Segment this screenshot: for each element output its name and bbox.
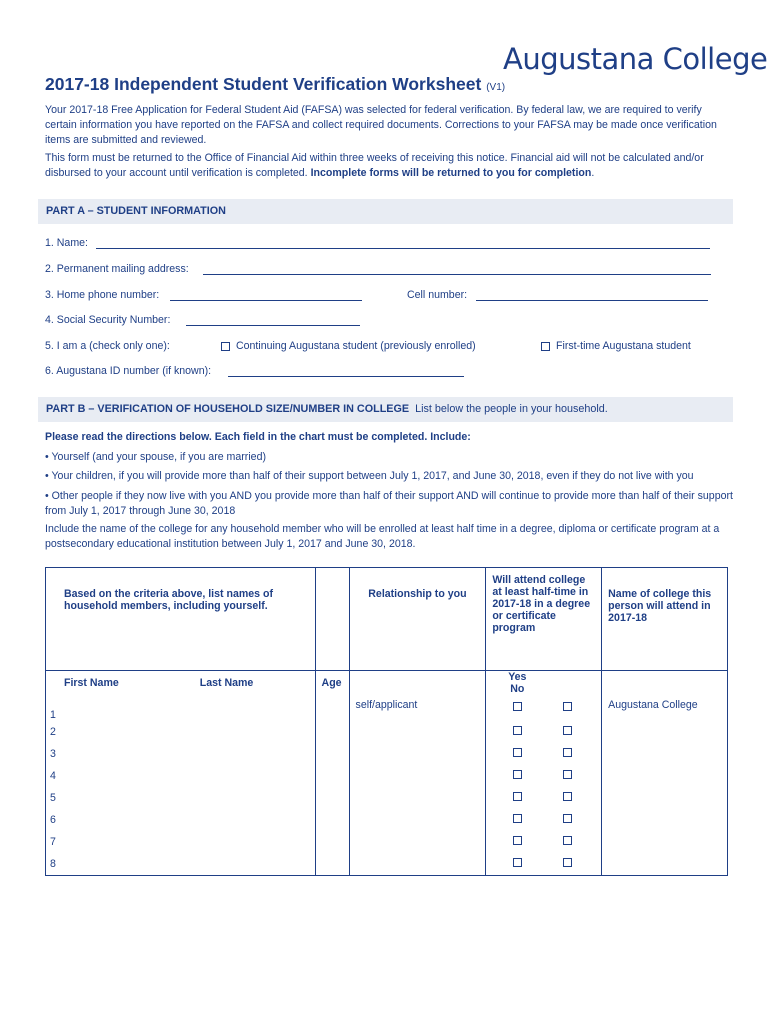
no-checkbox[interactable] [563, 814, 572, 823]
yes-checkbox[interactable] [513, 770, 522, 779]
row-number: 3 [46, 743, 316, 765]
relationship-cell[interactable] [349, 743, 486, 765]
no-checkbox[interactable] [563, 748, 572, 757]
yes-checkbox[interactable] [513, 748, 522, 757]
college-cell[interactable] [602, 853, 728, 876]
row-number: 4 [46, 765, 316, 787]
table-row [46, 853, 728, 876]
row-number: 2 [46, 721, 316, 743]
age-cell[interactable] [315, 743, 349, 765]
attend-cell [486, 743, 602, 765]
col-names [46, 671, 316, 696]
header-college: Name of college this person will attend in 2017-18 [602, 568, 728, 671]
college-cell[interactable] [602, 787, 728, 809]
col-no: No [510, 683, 525, 695]
household-table [45, 567, 728, 876]
home-phone-input[interactable] [170, 300, 362, 301]
table-row [46, 695, 728, 721]
attend-cell [486, 695, 602, 721]
intro-2-bold: Incomplete forms will be returned to you for completion [310, 167, 592, 179]
row-number: 7 [46, 831, 316, 853]
col-first-name: First Name [64, 677, 119, 689]
cell-phone-input[interactable] [476, 300, 708, 301]
col-college-blank [602, 671, 728, 696]
part-b-suffix: List below the people in your household. [415, 403, 608, 415]
no-checkbox[interactable] [563, 836, 572, 845]
row-number: 1 [46, 695, 316, 721]
college-cell[interactable] [602, 831, 728, 853]
status-label: 5. I am a (check only one): [45, 340, 170, 352]
attend-cell [486, 853, 602, 876]
relationship-cell[interactable] [349, 721, 486, 743]
augustana-id-input[interactable] [228, 376, 464, 377]
title-text: 2017-18 Independent Student Verification Worksheet [45, 74, 482, 94]
attend-cell [486, 809, 602, 831]
intro-2-end: . [591, 167, 595, 179]
directions-text: Please read the directions below. Each field in the chart must be completed. Include: [45, 431, 471, 443]
cell-phone-label: Cell number: [407, 289, 468, 301]
augustana-logo: Augustana College [503, 42, 768, 76]
part-b-header [38, 397, 733, 422]
address-label: 2. Permanent mailing address: [45, 263, 189, 275]
row-number: 5 [46, 787, 316, 809]
age-cell[interactable] [315, 695, 349, 721]
ssn-input[interactable] [186, 325, 360, 326]
name-label: 1. Name: [45, 237, 88, 249]
attend-cell [486, 721, 602, 743]
intro-2-text: This form must be returned to the Office of Financial Aid within three weeks of receiving this notice. Financial aid will not be calculated and/or disbursed to your account until verification is completed. [45, 152, 704, 179]
age-cell[interactable] [315, 853, 349, 876]
relationship-cell[interactable]: self/applicant [349, 695, 486, 721]
header-attend: Will attend college at least half-time in 2017-18 in a degree or certificate program [486, 568, 602, 671]
include-note: Include the name of the college for any household member who will be enrolled at least half time in a degree, diploma or certificate program at a postsecondary educational institution between July 1, 2017 and June 30, 2018. [45, 523, 720, 550]
part-a-header [38, 199, 733, 224]
no-checkbox[interactable] [563, 726, 572, 735]
row-number: 8 [46, 853, 316, 876]
bullet-item: • Your children, if you will provide more than half of their support between July 1, 2017, and June 30, 2018, even if they do not live with you [45, 470, 694, 482]
header-relationship: Relationship to you [349, 568, 486, 671]
yes-checkbox[interactable] [513, 858, 522, 867]
col-age: Age [315, 671, 349, 696]
col-yes-no [486, 671, 602, 696]
table-row [46, 787, 728, 809]
checkbox-icon[interactable] [541, 342, 550, 351]
relationship-cell[interactable] [349, 809, 486, 831]
no-checkbox[interactable] [563, 770, 572, 779]
attend-cell [486, 765, 602, 787]
college-cell[interactable] [602, 765, 728, 787]
col-yes: Yes [508, 671, 527, 683]
table-row [46, 831, 728, 853]
header-members: Based on the criteria above, list names of household members, including yourself. [46, 568, 316, 671]
no-checkbox[interactable] [563, 858, 572, 867]
table-row [46, 743, 728, 765]
relationship-cell[interactable] [349, 853, 486, 876]
checkbox-icon[interactable] [221, 342, 230, 351]
age-cell[interactable] [315, 721, 349, 743]
age-cell[interactable] [315, 787, 349, 809]
part-b-label: PART B – VERIFICATION OF HOUSEHOLD SIZE/NUMBER IN COLLEGE [46, 403, 410, 415]
yes-checkbox[interactable] [513, 726, 522, 735]
yes-checkbox[interactable] [513, 702, 522, 711]
yes-checkbox[interactable] [513, 836, 522, 845]
age-cell[interactable] [315, 831, 349, 853]
college-cell[interactable]: Augustana College [602, 695, 728, 721]
version-label: (V1) [486, 82, 506, 93]
option-continuing-label: Continuing Augustana student (previously enrolled) [236, 340, 476, 352]
table-row [46, 809, 728, 831]
row-number: 6 [46, 809, 316, 831]
option-first-time[interactable] [541, 340, 691, 352]
option-continuing[interactable] [221, 340, 476, 352]
header-age-blank [315, 568, 349, 671]
age-cell[interactable] [315, 809, 349, 831]
option-first-time-label: First-time Augustana student [556, 340, 691, 352]
age-cell[interactable] [315, 765, 349, 787]
attend-cell [486, 831, 602, 853]
college-cell[interactable] [602, 721, 728, 743]
college-cell[interactable] [602, 743, 728, 765]
intro-paragraph-2 [45, 151, 735, 181]
intro-paragraph-1: Your 2017-18 Free Application for Federal Student Aid (FAFSA) was selected for federal verification. By federal law, we are required to verify certain information you have reported on the FAFSA and collect required documents. Corrections to your FAFSA may be made once verification items are submitted and reviewed. [45, 104, 717, 146]
table-row [46, 721, 728, 743]
table-row [46, 765, 728, 787]
no-checkbox[interactable] [563, 792, 572, 801]
relationship-cell[interactable] [349, 787, 486, 809]
page-title [45, 74, 505, 95]
yes-checkbox[interactable] [513, 792, 522, 801]
col-relationship-blank [349, 671, 486, 696]
name-input[interactable] [96, 248, 710, 249]
home-phone-label: 3. Home phone number: [45, 289, 160, 301]
attend-cell [486, 787, 602, 809]
col-last-name: Last Name [199, 677, 254, 689]
yes-checkbox[interactable] [513, 814, 522, 823]
college-cell[interactable] [602, 809, 728, 831]
relationship-cell[interactable] [349, 831, 486, 853]
relationship-cell[interactable] [349, 765, 486, 787]
augustana-id-label: 6. Augustana ID number (if known): [45, 365, 212, 377]
address-input[interactable] [203, 274, 711, 275]
part-a-label: PART A – STUDENT INFORMATION [46, 205, 226, 217]
ssn-label: 4. Social Security Number: [45, 314, 171, 326]
no-checkbox[interactable] [563, 702, 572, 711]
bullet-item: • Other people if they now live with you AND you provide more than half of their support AND will continue to provide more than half of their support from July 1, 2017 through June 30, 2018 [45, 490, 733, 517]
bullet-item: • Yourself (and your spouse, if you are married) [45, 451, 266, 463]
